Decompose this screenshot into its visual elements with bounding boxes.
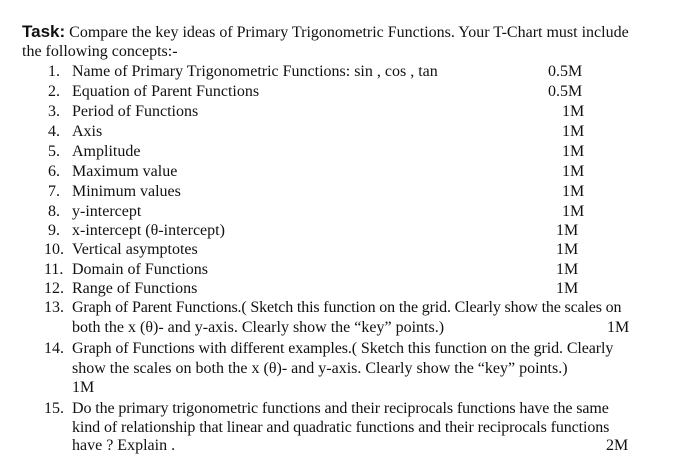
item-number: 1. [48, 63, 60, 80]
item-number: 14. [44, 340, 64, 357]
item-number: 10. [44, 241, 64, 258]
item-number: 13. [44, 299, 64, 316]
item-number: 12. [44, 280, 64, 297]
item-text-continued: both the x (θ)- and y-axis. Clearly show the “key” points.) [72, 319, 445, 336]
list-item [48, 62, 438, 82]
task-label: Task: [22, 22, 66, 41]
list-item [44, 260, 208, 280]
item-mark: 1M [556, 261, 579, 278]
list-item [44, 298, 622, 318]
list-item [48, 82, 260, 102]
item-number: 7. [48, 183, 60, 200]
item-mark: 1M [562, 103, 585, 120]
list-item [44, 399, 609, 419]
list-item [48, 102, 199, 122]
item-mark: 1M [607, 319, 630, 336]
item-text: Graph of Functions with different examples.( Sketch this function on the grid. Clearly [72, 340, 614, 357]
item-text: Range of Functions [72, 280, 198, 297]
item-number: 15. [44, 400, 64, 417]
item-number: 4. [48, 123, 60, 140]
item-mark: 1M [556, 280, 579, 297]
list-item [44, 240, 198, 260]
task-intro-line-2: the following concepts:- [22, 43, 178, 60]
list-item [48, 202, 142, 222]
item-mark: 1M [562, 183, 585, 200]
item-mark: 1M [562, 163, 585, 180]
item-text: Graph of Parent Functions.( Sketch this function on the grid. Clearly show the scales on [72, 299, 622, 316]
item-number: 9. [48, 222, 60, 239]
item-text: Minimum values [72, 183, 181, 200]
item-text: Period of Functions [72, 103, 199, 120]
item-number: 6. [48, 163, 60, 180]
item-mark: 1M [556, 222, 579, 239]
item-text: x-intercept (θ-intercept) [72, 222, 225, 239]
list-item [48, 142, 141, 162]
task-intro-line-1 [22, 22, 629, 43]
item-mark: 1M [562, 203, 585, 220]
item-mark: 0.5M [548, 63, 583, 80]
list-item [44, 339, 614, 359]
item-mark: 0.5M [548, 83, 583, 100]
item-text: Domain of Functions [72, 261, 208, 278]
item-text: Maximum value [72, 163, 178, 180]
list-item [48, 182, 181, 202]
item-number: 8. [48, 203, 60, 220]
item-mark: 2M [606, 437, 629, 454]
item-mark: 1M [562, 143, 585, 160]
item-text: Name of Primary Trigonometric Functions: sin , cos , tan [72, 63, 438, 80]
list-item [48, 162, 178, 182]
item-text: y-intercept [72, 203, 142, 220]
item-text: Amplitude [72, 143, 141, 160]
item-number: 5. [48, 143, 60, 160]
list-item [48, 221, 225, 241]
item-text-continued: have ? Explain . [72, 437, 176, 454]
item-text: Vertical asymptotes [72, 241, 198, 258]
item-text: Axis [72, 123, 103, 140]
item-mark: 1M [556, 241, 579, 258]
item-number: 11. [44, 261, 64, 278]
item-text: Do the primary trigonometric functions and their reciprocals functions have the same [72, 400, 609, 417]
task-intro-text: Compare the key ideas of Primary Trigonometric Functions. Your T-Chart must include [69, 24, 629, 41]
item-number: 2. [48, 83, 60, 100]
item-text: Equation of Parent Functions [72, 83, 260, 100]
item-text-continued: show the scales on both the x (θ)- and y-axis. Clearly show the “key” points.) [72, 360, 568, 377]
list-item [48, 122, 103, 142]
item-number: 3. [48, 103, 60, 120]
list-item [44, 279, 198, 299]
item-mark: 1M [562, 123, 585, 140]
item-mark: 1M [72, 379, 95, 396]
item-text-continued: kind of relationship that linear and quadratic functions and their reciprocals functions [72, 419, 610, 436]
